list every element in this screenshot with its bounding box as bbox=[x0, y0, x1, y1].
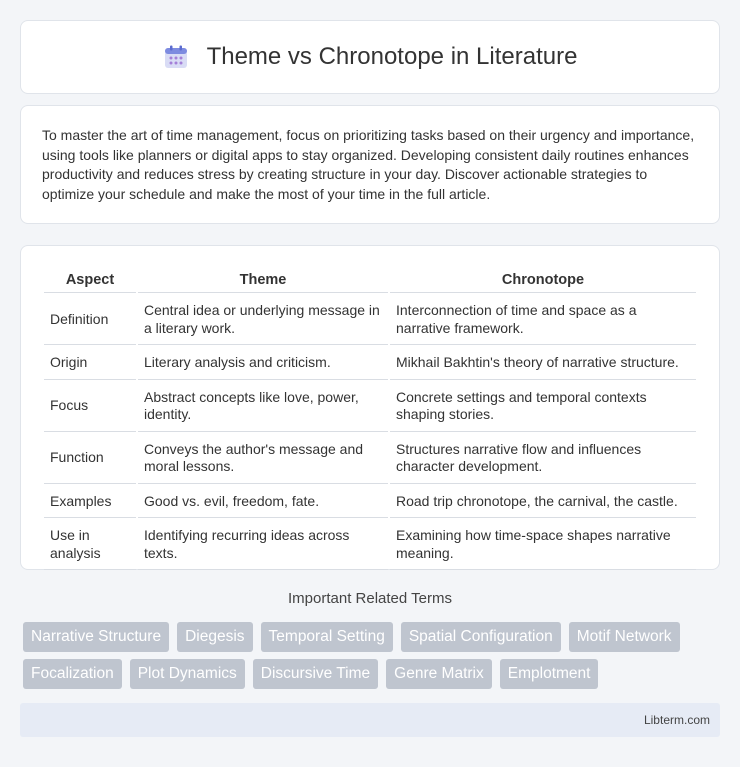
cell-chronotope: Mikhail Bakhtin's theory of narrative structure. bbox=[390, 347, 696, 380]
cell-theme: Good vs. evil, freedom, fate. bbox=[138, 486, 388, 519]
cell-chronotope: Road trip chronotope, the carnival, the castle. bbox=[390, 486, 696, 519]
intro-text: To master the art of time management, focus on prioritizing tasks based on their urgency and importance, using tools like planners or digital apps to stay organized. Developing consistent daily routines enhances productivity and reduces stress by creating structure in your day. Discover actionable strategies to optimize your schedule and make the most of your time in the full article. bbox=[42, 127, 695, 202]
table-row bbox=[44, 295, 696, 345]
cell-aspect: Use in analysis bbox=[44, 520, 136, 570]
cell-aspect: Focus bbox=[44, 382, 136, 432]
cell-theme: Literary analysis and criticism. bbox=[138, 347, 388, 380]
table-row bbox=[44, 520, 696, 570]
related-term-tag[interactable]: Emplotment bbox=[500, 659, 599, 689]
header-card bbox=[20, 20, 720, 94]
related-term-tag[interactable]: Discursive Time bbox=[253, 659, 378, 689]
cell-aspect: Definition bbox=[44, 295, 136, 345]
column-header-theme: Theme bbox=[138, 268, 388, 293]
cell-theme: Central idea or underlying message in a literary work. bbox=[138, 295, 388, 345]
cell-aspect: Origin bbox=[44, 347, 136, 380]
cell-chronotope: Examining how time-space shapes narrative meaning. bbox=[390, 520, 696, 570]
footer-site-link[interactable]: Libterm.com bbox=[643, 713, 710, 727]
column-header-chronotope: Chronotope bbox=[390, 268, 696, 293]
footer bbox=[20, 703, 720, 737]
related-term-tag[interactable]: Plot Dynamics bbox=[130, 659, 245, 689]
cell-chronotope: Interconnection of time and space as a narrative framework. bbox=[390, 295, 696, 345]
related-term-tag[interactable]: Spatial Configuration bbox=[401, 622, 561, 652]
intro-card bbox=[20, 105, 720, 224]
calendar-icon bbox=[163, 44, 189, 70]
cell-aspect: Examples bbox=[44, 486, 136, 519]
related-term-tag[interactable]: Genre Matrix bbox=[386, 659, 492, 689]
cell-theme: Conveys the author's message and moral lessons. bbox=[138, 434, 388, 484]
related-term-tag[interactable]: Diegesis bbox=[177, 622, 252, 652]
table-row bbox=[44, 486, 696, 519]
page-title: Theme vs Chronotope in Literature bbox=[206, 43, 578, 70]
cell-chronotope: Structures narrative flow and influences character development. bbox=[390, 434, 696, 484]
cell-chronotope: Concrete settings and temporal contexts shaping stories. bbox=[390, 382, 696, 432]
comparison-table-card bbox=[20, 245, 720, 570]
related-terms-title: Important Related Terms bbox=[288, 590, 452, 607]
related-term-tag[interactable]: Motif Network bbox=[569, 622, 680, 652]
table-row bbox=[44, 434, 696, 484]
cell-aspect: Function bbox=[44, 434, 136, 484]
column-header-aspect: Aspect bbox=[44, 268, 136, 293]
related-terms-list bbox=[23, 622, 723, 689]
comparison-table bbox=[42, 266, 698, 572]
related-term-tag[interactable]: Narrative Structure bbox=[23, 622, 169, 652]
related-term-tag[interactable]: Focalization bbox=[23, 659, 122, 689]
table-row bbox=[44, 347, 696, 380]
table-row bbox=[44, 382, 696, 432]
cell-theme: Abstract concepts like love, power, identity. bbox=[138, 382, 388, 432]
table-header-row bbox=[44, 268, 696, 293]
related-term-tag[interactable]: Temporal Setting bbox=[261, 622, 393, 652]
cell-theme: Identifying recurring ideas across texts. bbox=[138, 520, 388, 570]
